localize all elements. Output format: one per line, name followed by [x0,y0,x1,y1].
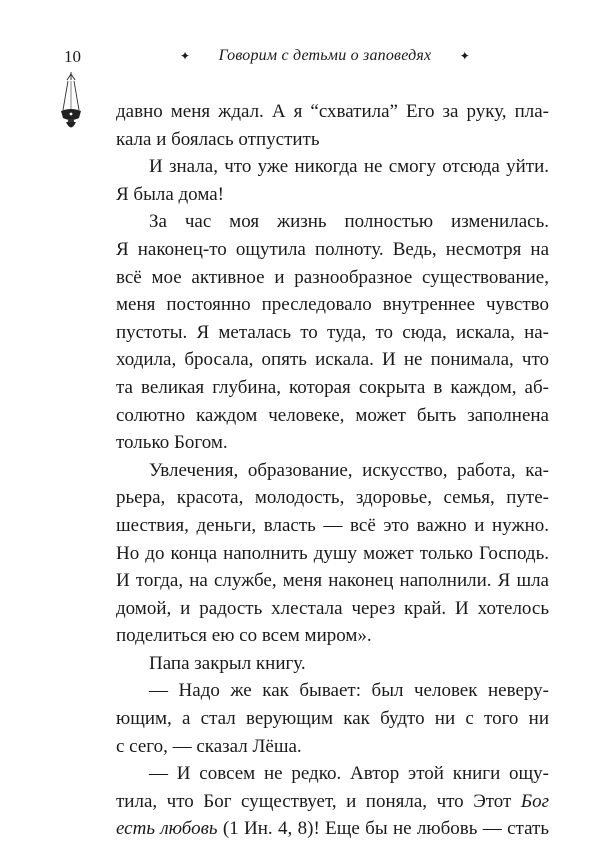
text-line: — И совсем не редко. Автор этой книги ощу- [149,763,549,785]
text-line: пустоты. Я металась то туда, то сюда, искала, на- [116,321,549,343]
text-line: есть любовь (1 Ин. 4, 8)! Еще бы не любовь — стать [116,818,549,840]
text-line: ходила, бросала, опять искала. И не понимала, что [116,349,549,371]
text-line: — Надо же как бывает: был человек неверу- [149,680,549,702]
text-line: Но до конца наполнить душу может только Господь. [116,542,549,564]
text-line: И знала, что уже никогда не смогу отсюда уйти. [149,156,549,178]
text-line: За час моя жизнь полностью изменилась. [149,211,549,233]
text-line: Я была дома! [116,183,224,205]
text-line: домой, и радость хлестала через край. И хотелось [116,597,549,619]
text-line: тила, что Бог существует, и поняла, что Этот Бог [116,790,549,812]
ornament-right-icon: ✦ [459,48,470,63]
text-line: только Богом. [116,432,228,454]
hanging-lamp-icon [58,72,84,134]
body-text [116,98,549,843]
text-line: Папа закрыл книгу. [149,652,306,674]
text-line: Я наконец-то ощутила полноту. Ведь, несмотря на [116,238,549,260]
text-line: с сего, — сказал Лёша. [116,735,302,757]
text-line: всё мое активное и разнообразное существование, [116,266,549,288]
text-line: шествия, деньги, власть — всё это важно и нужно. [116,514,549,536]
text-line: солютно каждом человеке, может быть заполнена [116,404,549,426]
text-line: поделиться ею со всем миром». [116,625,372,647]
text-line: меня постоянно преследовало внутреннее чувство [116,294,549,316]
text-line: Увлечения, образование, искусство, работа, ка- [149,459,549,481]
running-title: Говорим с детьми о заповедях [218,47,432,64]
text-line: И тогда, на службе, меня наконец наполнили. Я шла [116,570,549,592]
text-line: давно меня ждал. А я “схватила” Его за руку, пла- [116,101,549,122]
text-line: ющим, а стал верующим как будто ни с того ни [116,708,549,730]
text-line: кала и боялась отпустить [116,128,320,150]
ornament-left-icon: ✦ [180,48,191,63]
running-header [180,47,470,65]
text-line: та великая глубина, которая сокрыта в каждом, аб- [116,376,549,398]
page-number: 10 [64,47,81,66]
text-line: рьера, красота, молодость, здоровье, семья, путе- [116,487,549,509]
